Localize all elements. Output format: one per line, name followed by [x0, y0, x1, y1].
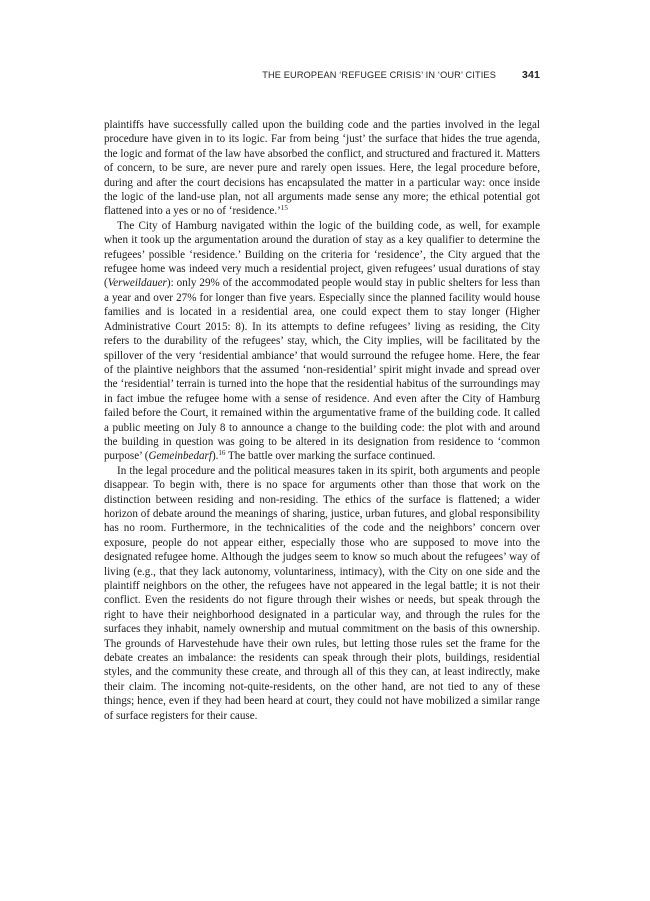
paragraph-3 [104, 464, 540, 723]
footnote-ref-15[interactable]: 15 [280, 204, 288, 213]
running-head [104, 70, 540, 84]
term-gemeinbedarf: Gemeinbedarf [148, 450, 212, 463]
paragraph-2-text-a: The City of Hamburg navigated within the logic of the building code, as well, for example when it took up the argumentation around the duration of stay as a key qualifier to determine the refugees’ possible ‘residence.’ Building on the criteria for ‘residence’, the City argued that the refugee home was indeed very much a residential project, given refugees’ usual durations of stay ( [104, 219, 540, 290]
paragraph-2-text-b: ): only 29% of the accommodated people would stay in public shelters for less than a year and over 27% for longer than five years. Especially since the planned facility would house families and is located in a residential area, one could expect them to stay longer (Higher Administrative Court 2015: 8). In its attempts to define refugees’ living as residing, the City refers to the durability of the refugees’ stay, which, the City implies, will be facilitated by the spillover of the very ‘residential ambiance’ that would surround the refugee home. Here, the fear of the plaintive neighbors that the assumed ‘non-residential’ spirit might invade and spread over the ‘residential’ terrain is turned into the hope that the residential habitus of the surroundings may in fact imbue the refugee home with a sense of residence. And even after the City of Hamburg failed before the Court, it remained within the argumentative frame of the building code. It called a public meeting on July 8 to announce a change to the building code: the plot with and around the building in question was going to be altered in its designation from residence to ‘common purpose’ ( [104, 277, 540, 463]
footnote-ref-16[interactable]: 16 [218, 449, 226, 458]
paragraph-1 [104, 118, 540, 219]
page-number: 341 [522, 69, 540, 81]
paragraph-2-text-d: The battle over marking the surface continued. [225, 450, 436, 463]
body-text [104, 118, 540, 723]
term-verweildauer: Verweildauer [107, 277, 167, 290]
paragraph-3-text: In the legal procedure and the political measures taken in its spirit, both arguments and people disappear. To begin with, there is no space for arguments other than those that work on the distinction between residing and non-residing. The ethics of the surface is flattened; a wider horizon of debate around the meanings of sharing, justice, urban futures, and global responsibility has no room. Furthermore, in the technicalities of the code and the neighbors’ concern over exposure, people do not appear either, especially those who are supposed to move into the designated refugee home. Although the judges seem to know so much about the refugees’ way of living (e.g., that they lack autonomy, voluntariness, intimacy), with the City on one side and the plaintiff neighbors on the other, the refugees have not appeared in the legal battle; it is not their conflict. Even the residents do not figure through their wishes or needs, but speak through the right to have their neighborhood designated in a particular way, and through the rules for the surfaces they inhabit, namely ownership and mutual commitment on the basis of this ownership. The grounds of Harvestehude have their own rules, but letting those rules set the frame for the debate creates an imbalance: the residents can speak through their plots, buildings, residential styles, and the community these create, and through all of this they can, at least indirectly, make their claim. The incoming not-quite-residents, on the other hand, are not tied to any of these things; hence, even if they had been heard at court, they could not have mobilized a similar range of surface registers for their cause. [104, 464, 540, 722]
running-title: THE EUROPEAN ‘REFUGEE CRISIS’ IN ‘OUR’ CITIES [262, 70, 496, 80]
paragraph-2 [104, 219, 540, 464]
paragraph-1-text: plaintiffs have successfully called upon the building code and the parties involved in the legal procedure have given in to its logic. Far from being ‘just’ the surface that hides the true agenda, the logic and format of the law have absorbed the conflict, and structured and fractured it. Matters of concern, to be sure, are never pure and rarely open issues. Here, the legal procedure before, during and after the court decisions has encapsulated the matter in a particular way: once inside the logic of the land-use plan, not all arguments made sense any more; the ethical potential got flattened into a yes or no of ‘residence.’ [104, 119, 540, 218]
paragraph-2-text-c: ). [211, 450, 219, 463]
